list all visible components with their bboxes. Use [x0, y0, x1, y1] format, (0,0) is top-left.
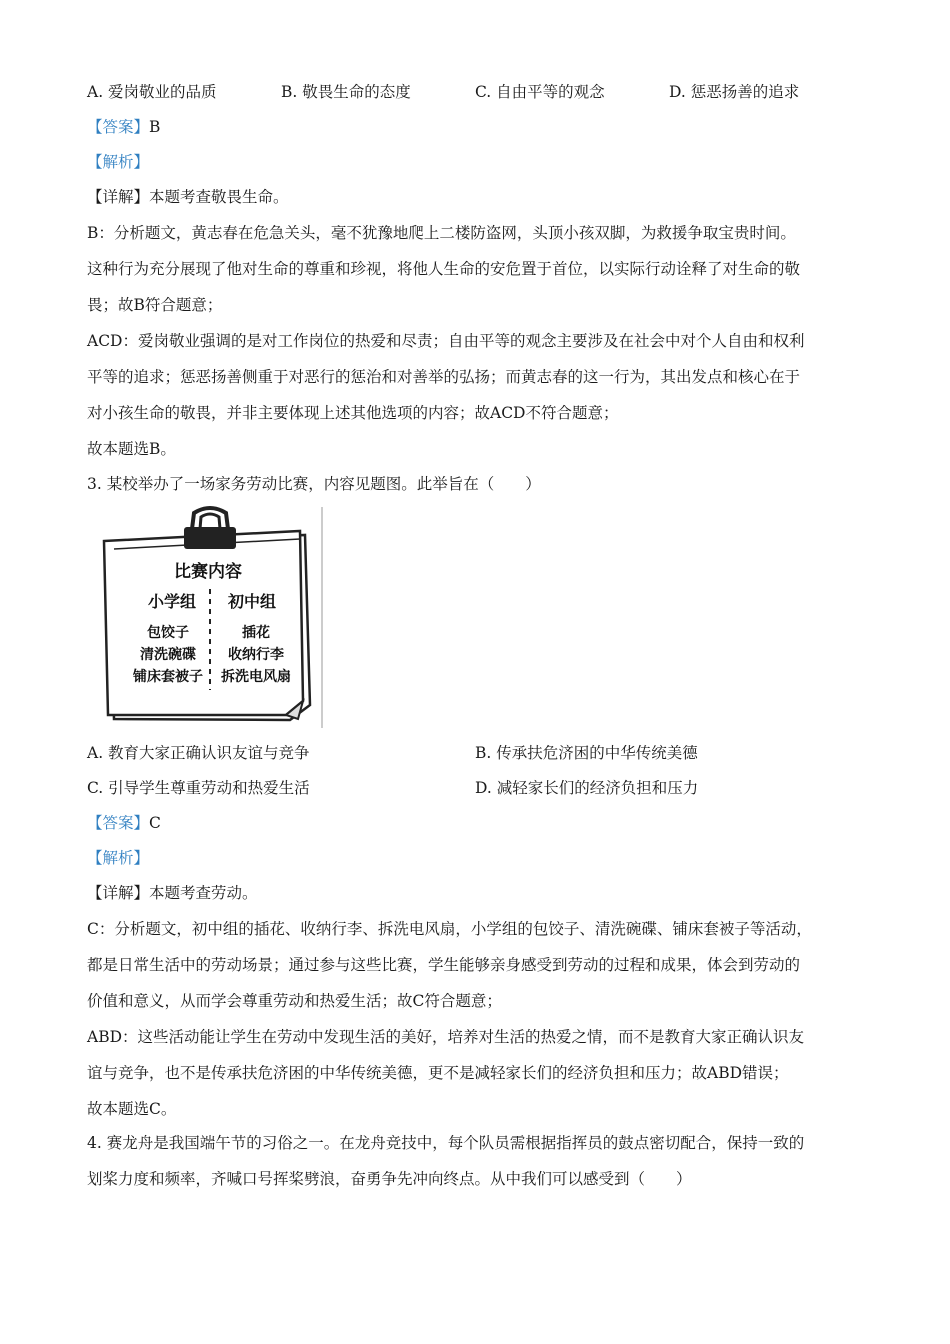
- detail-text: 本题考查劳动。: [149, 884, 258, 902]
- q2-analysis-line-7: 故本题选B。: [87, 440, 176, 458]
- figure-col1-header: 小学组: [147, 592, 197, 611]
- q3-figure-notice: [100, 505, 325, 730]
- q2-option-b: B. 敬畏生命的态度: [281, 83, 411, 101]
- detail-tag: 【详解】: [87, 188, 150, 206]
- q2-analysis-line-2: 这种行为充分展现了他对生命的尊重和珍视，将他人生命的安危置于首位，以实际行动诠释了对生命的敬: [87, 260, 801, 278]
- q4-question-line-2: 划桨力度和频率，齐喊口号挥桨劈浪，奋勇争先冲向终点。从中我们可以感受到（ ）: [87, 1170, 692, 1188]
- q3-analysis-line-2: 都是日常生活中的劳动场景；通过参与这些比赛，学生能够亲身感受到劳动的过程和成果，体会到劳动的: [87, 956, 801, 974]
- q2-analysis-line-4: ACD：爱岗敬业强调的是对工作岗位的热爱和尽责；自由平等的观念主要涉及在社会中对个人自由和权利: [87, 332, 805, 350]
- q3-analysis-line-3: 价值和意义，从而学会尊重劳动和热爱生活；故C符合题意；: [87, 992, 502, 1010]
- q3-analysis-line-6: 故本题选C。: [87, 1100, 177, 1118]
- q3-option-d: D. 减轻家长们的经济负担和压力: [475, 779, 699, 797]
- q2-analysis-line-1: B：分析题文，黄志春在危急关头，毫不犹豫地爬上二楼防盗网，头顶小孩双脚，为救援争取宝贵时间。: [87, 224, 796, 242]
- analysis-tag: 【解析】: [87, 153, 150, 171]
- q3-analysis: [87, 848, 149, 868]
- detail-text: 本题考查敬畏生命。: [149, 188, 289, 206]
- answer-value: B: [149, 118, 161, 136]
- q3-option-c: C. 引导学生尊重劳动和热爱生活: [87, 779, 310, 797]
- figure-col1-item: 清洗碗碟: [140, 647, 196, 663]
- q4-question-line-1: 4. 赛龙舟是我国端午节的习俗之一。在龙舟竞技中，每个队员需根据指挥员的鼓点密切配合，保持一致的: [87, 1134, 805, 1152]
- answer-tag: 【答案】: [87, 814, 150, 832]
- q2-detail: [87, 187, 289, 207]
- figure-col1-item: 包饺子: [147, 625, 189, 641]
- q3-option-b: B. 传承扶危济困的中华传统美德: [475, 744, 698, 762]
- figure-title: 比赛内容: [174, 562, 242, 582]
- detail-tag: 【详解】: [87, 884, 150, 902]
- q2-analysis-line-5: 平等的追求；惩恶扬善侧重于对恶行的惩治和对善举的弘扬；而黄志春的这一行为，其出发点和核心在于: [87, 368, 801, 386]
- q2-answer: [87, 117, 160, 137]
- answer-value: C: [149, 814, 161, 832]
- q2-analysis-line-3: 畏；故B符合题意；: [87, 296, 223, 314]
- q3-analysis-line-1: C：分析题文，初中组的插花、收纳行李、拆洗电风扇，小学组的包饺子、清洗碗碟、铺床套被子等活动，: [87, 920, 812, 938]
- q2-option-c: C. 自由平等的观念: [475, 83, 605, 101]
- q2-option-a: A. 爱岗敬业的品质: [87, 83, 217, 101]
- q3-detail: [87, 883, 258, 903]
- q3-analysis-line-5: 谊与竞争，也不是传承扶危济困的中华传统美德，更不是减轻家长们的经济负担和压力；故ABD错误；: [87, 1064, 789, 1082]
- q2-option-d: D. 惩恶扬善的追求: [669, 83, 800, 101]
- figure-col1-item: 铺床套被子: [133, 669, 203, 685]
- figure-col2-header: 初中组: [227, 592, 277, 611]
- notice-paper-illustration: [100, 505, 325, 730]
- figure-col2-item: 插花: [242, 625, 270, 641]
- q3-analysis-line-4: ABD：这些活动能让学生在劳动中发现生活的美好，培养对生活的热爱之情，而不是教育大家正确认识友: [87, 1028, 805, 1046]
- analysis-tag: 【解析】: [87, 849, 150, 867]
- q3-question: 3. 某校举办了一场家务劳动比赛，内容见题图。此举旨在（ ）: [87, 475, 541, 493]
- figure-col2-item: 拆洗电风扇: [221, 669, 291, 685]
- figure-col2-item: 收纳行李: [228, 647, 284, 663]
- q3-answer: [87, 813, 161, 833]
- q2-analysis-line-6: 对小孩生命的敬畏，并非主要体现上述其他选项的内容；故ACD不符合题意；: [87, 404, 619, 422]
- q2-analysis: [87, 152, 149, 172]
- answer-tag: 【答案】: [87, 118, 150, 136]
- q3-option-a: A. 教育大家正确认识友谊与竞争: [87, 744, 310, 762]
